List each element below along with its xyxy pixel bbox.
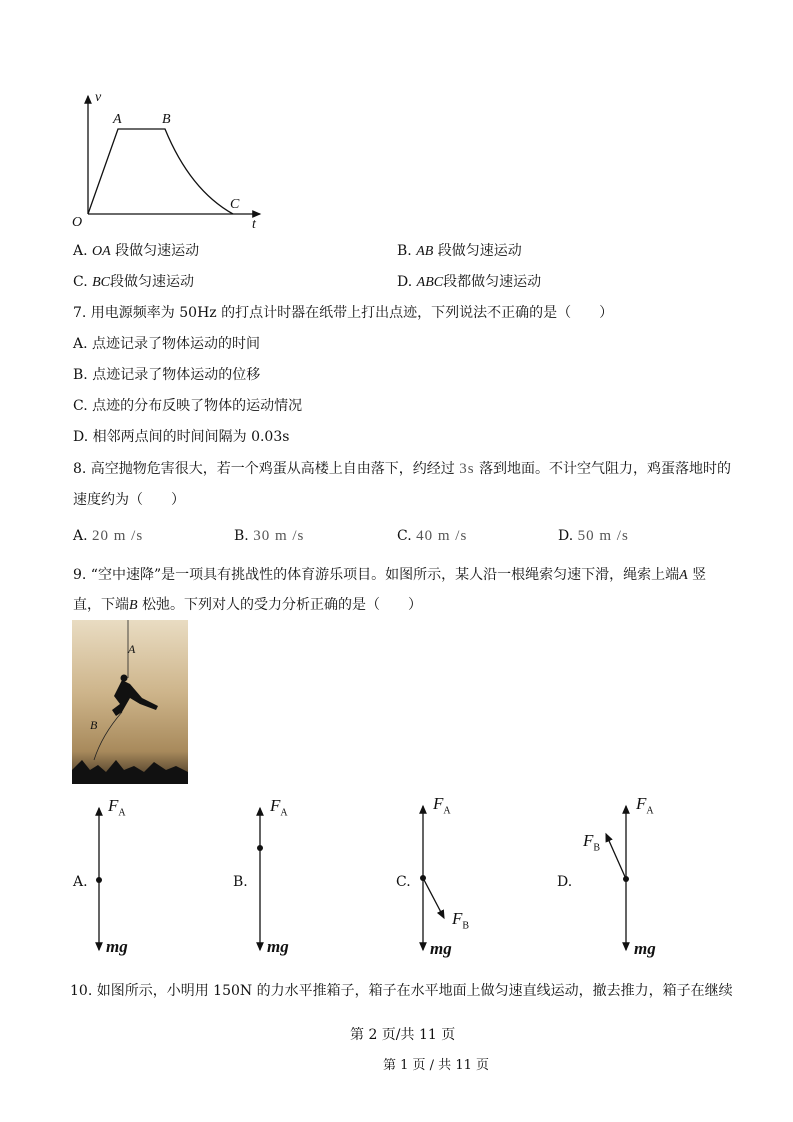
- diagram-label-b[interactable]: B.: [233, 874, 248, 890]
- q6-option-b[interactable]: B. AB 段做匀速运动: [397, 243, 522, 259]
- q7-stem: 7. 用电源频率为 50Hz 的打点计时器在纸带上打出点迹，下列说法不正确的是（ ）: [73, 305, 614, 321]
- diagram-label-d[interactable]: D.: [557, 874, 573, 890]
- inner-page-footer: 第 2 页/共 11 页: [350, 1027, 456, 1043]
- outer-page-footer: 第 1 页 / 共 11 页: [383, 1058, 489, 1073]
- force-mg-d: mg: [634, 939, 656, 958]
- q6-option-a[interactable]: A. OA 段做匀速运动: [73, 243, 200, 259]
- axis-label-t: t: [252, 217, 256, 232]
- force-diagram-a: [96, 808, 102, 950]
- q6-option-c[interactable]: C. BC段做匀速运动: [73, 274, 195, 290]
- photo-label-b: B: [90, 718, 98, 732]
- force-diagram-d: [606, 806, 629, 950]
- point-label-c: C: [230, 197, 240, 212]
- q7-option-a[interactable]: A. 点迹记录了物体运动的时间: [73, 336, 261, 352]
- q6-option-d[interactable]: D. ABC段都做匀速运动: [397, 274, 542, 290]
- vt-curve: [88, 129, 233, 214]
- q7-option-d[interactable]: D. 相邻两点间的时间间隔为 0.03s: [73, 429, 290, 445]
- rappelling-photo: [72, 620, 188, 784]
- q9-stem-line1: 9. “空中速降”是一项具有挑战性的体育游乐项目。如图所示，某人沿一根绳索匀速下滑，绳索上端A 竖: [73, 567, 707, 583]
- force-diagram-b: [257, 808, 263, 950]
- point-label-a: A: [113, 112, 122, 127]
- force-fa-c: $F_A$: [433, 794, 451, 817]
- force-fb-d: $F_B$: [583, 831, 601, 854]
- q8-option-a[interactable]: A. 20 m /s: [73, 528, 144, 544]
- q8-stem-line2: 速度约为（ ）: [73, 492, 185, 508]
- q10-stem: 10. 如图所示，小明用 150N 的力水平推箱子，箱子在水平地面上做匀速直线运动，撤去推力，箱子在继续: [70, 983, 733, 999]
- diagram-label-a[interactable]: A.: [73, 874, 88, 890]
- axis-label-v: v: [95, 90, 102, 105]
- q7-option-c[interactable]: C. 点迹的分布反映了物体的运动情况: [73, 398, 303, 414]
- force-mg-c: mg: [430, 939, 452, 958]
- q8-option-c[interactable]: C. 40 m /s: [397, 528, 468, 544]
- origin-label: O: [72, 215, 83, 230]
- q8-option-d[interactable]: D. 50 m /s: [558, 528, 629, 544]
- q7-option-b[interactable]: B. 点迹记录了物体运动的位移: [73, 367, 261, 383]
- q8-time: 3s: [459, 461, 475, 477]
- force-fa-b: $F_A$: [270, 796, 288, 819]
- q9-stem-line2: 直，下端B 松弛。下列对人的受力分析正确的是（ ）: [73, 597, 423, 613]
- q8-option-b[interactable]: B. 30 m /s: [234, 528, 305, 544]
- force-fb-c: $F_B$: [452, 909, 470, 932]
- point-label-b: B: [162, 112, 171, 127]
- diagram-label-c[interactable]: C.: [396, 874, 411, 890]
- q8-stem-line1: 8. 高空抛物危害很大，若一个鸡蛋从高楼上自由落下，约经过 3s 落到地面。不计空气阻力，鸡蛋落地时的: [73, 461, 732, 477]
- photo-label-a: A: [128, 642, 136, 656]
- force-fa-a: $F_A$: [108, 796, 126, 819]
- force-diagram-c: [420, 806, 444, 950]
- force-mg-b: mg: [267, 937, 289, 956]
- force-fa-d: $F_A$: [636, 794, 654, 817]
- force-mg-a: mg: [106, 937, 128, 956]
